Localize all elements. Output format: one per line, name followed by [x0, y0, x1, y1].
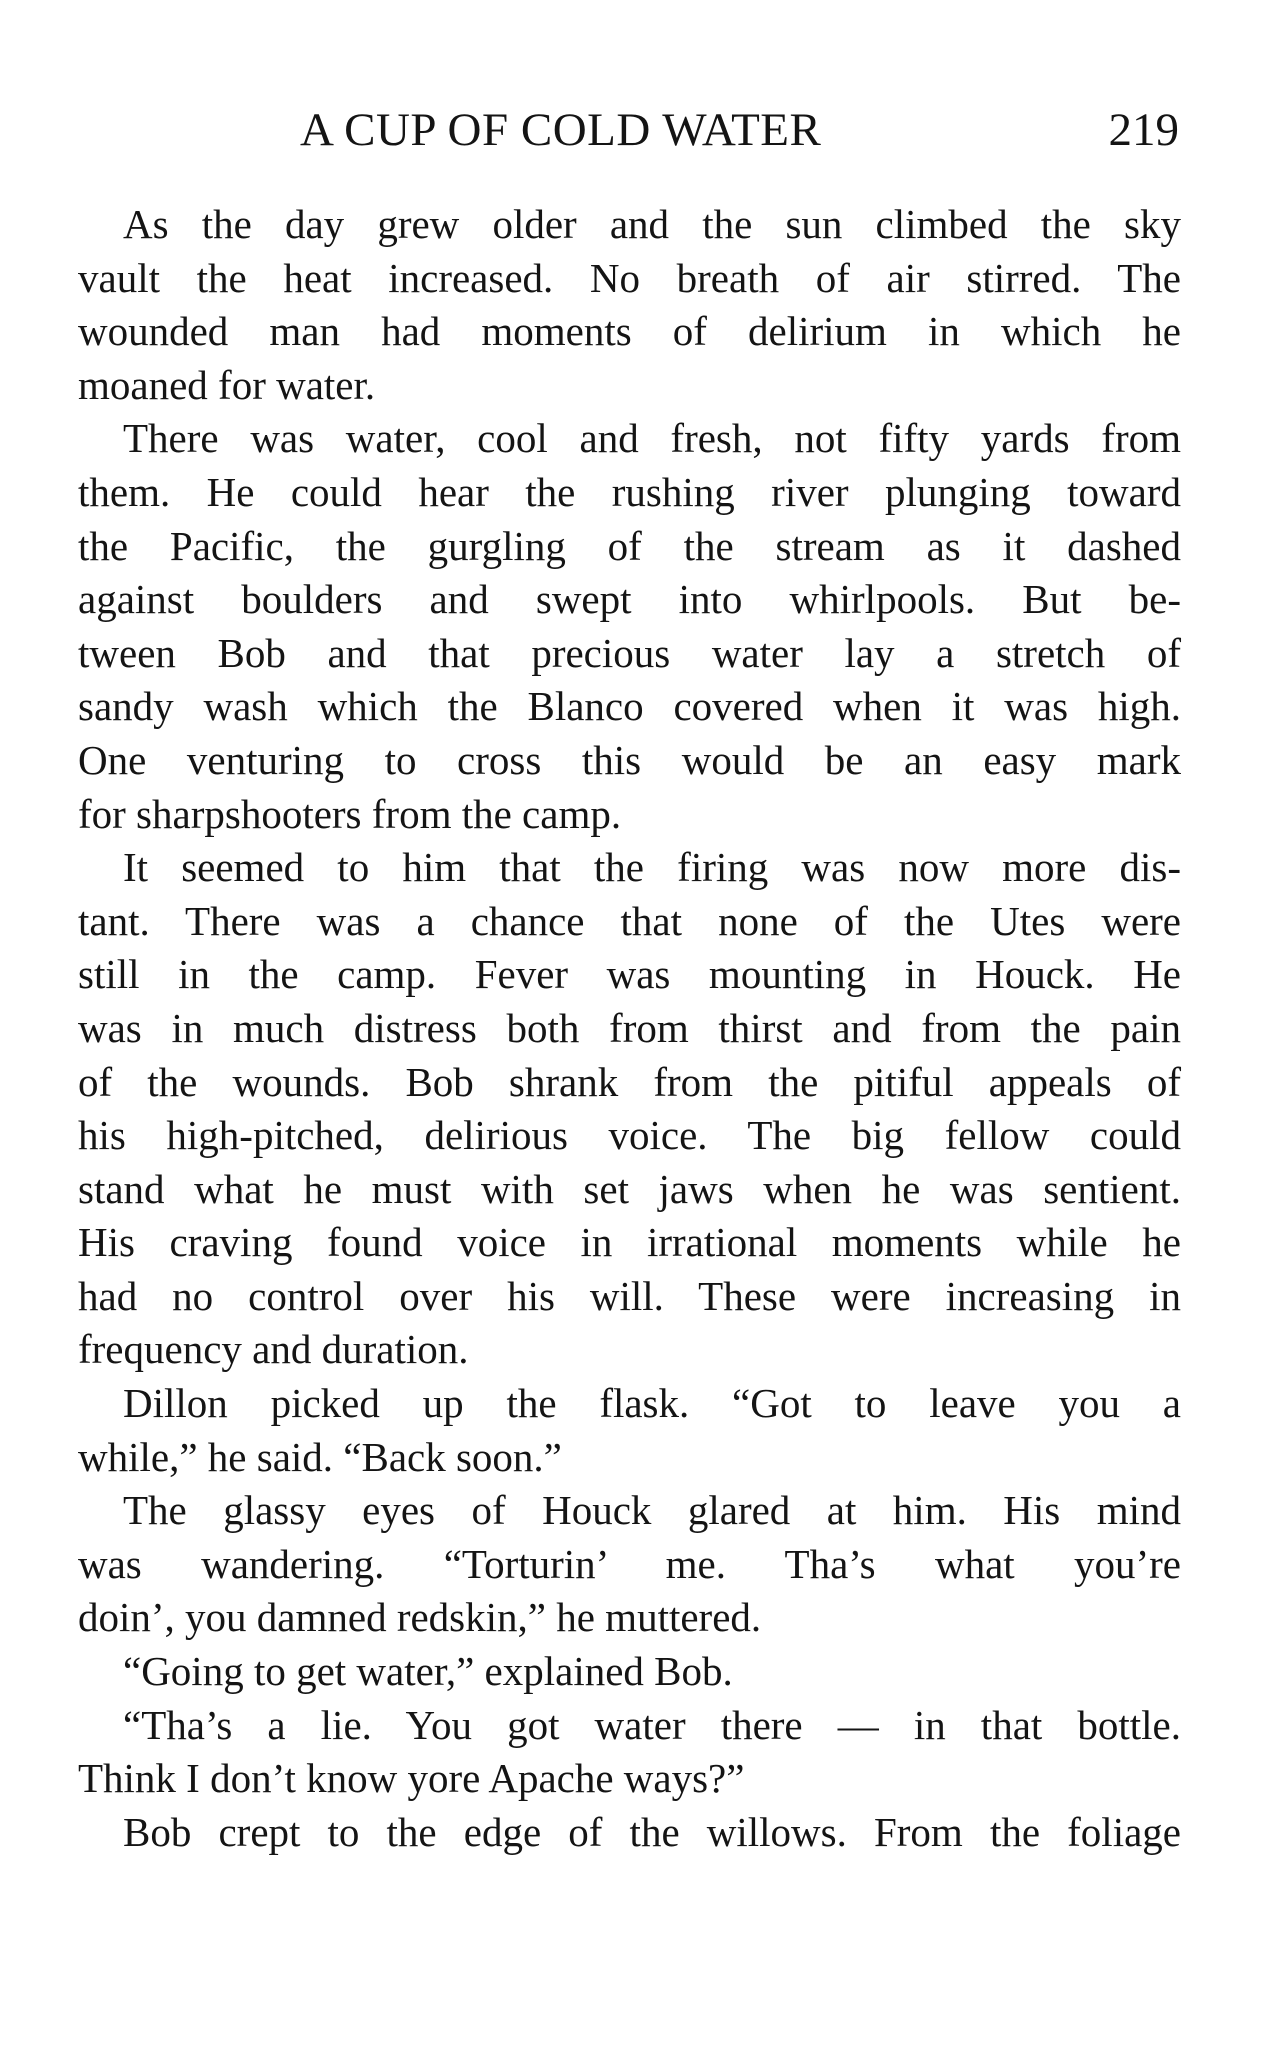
text-line: His craving found voice in irrational moments while he — [78, 1219, 1181, 1266]
text-line: moaned for water. — [78, 361, 376, 408]
text-line: Bob crept to the edge of the willows. From the foliage — [123, 1808, 1181, 1855]
page-number: 219 — [1108, 104, 1179, 156]
text-line: still in the camp. Fever was mounting in Houck. He — [78, 951, 1181, 998]
running-header — [0, 103, 1271, 163]
text-line: It seemed to him that the firing was now more dis- — [123, 844, 1181, 891]
text-line: had no control over his will. These were increasing in — [78, 1272, 1181, 1319]
text-line: “Tha’s a lie. You got water there — in that bottle. — [123, 1701, 1181, 1748]
text-line: tant. There was a chance that none of the Utes were — [78, 897, 1181, 944]
text-line: There was water, cool and fresh, not fifty yards from — [123, 415, 1181, 462]
text-line: the Pacific, the gurgling of the stream as it dashed — [78, 522, 1181, 569]
text-line: against boulders and swept into whirlpools. But be- — [78, 576, 1181, 623]
text-line: frequency and duration. — [78, 1326, 469, 1373]
text-line: stand what he must with set jaws when he was sentient. — [78, 1165, 1181, 1212]
text-line: of the wounds. Bob shrank from the pitiful appeals of — [78, 1058, 1181, 1105]
body-text — [78, 198, 1181, 1859]
text-line: vault the heat increased. No breath of air stirred. The — [78, 254, 1181, 301]
text-line: wounded man had moments of delirium in which he — [78, 308, 1181, 355]
text-line: his high-pitched, delirious voice. The big fellow could — [78, 1112, 1181, 1159]
text-line: Think I don’t know yore Apache ways?” — [78, 1755, 745, 1802]
text-line: tween Bob and that precious water lay a stretch of — [78, 629, 1181, 676]
text-line: One venturing to cross this would be an easy mark — [78, 736, 1181, 783]
text-line: Dillon picked up the flask. “Got to leave you a — [123, 1380, 1181, 1427]
text-line: doin’, you damned redskin,” he muttered. — [78, 1594, 762, 1641]
text-line: “Going to get water,” explained Bob. — [123, 1648, 733, 1695]
text-line: for sharpshooters from the camp. — [78, 790, 622, 837]
text-line: them. He could hear the rushing river plunging toward — [78, 468, 1181, 515]
text-line: while,” he said. “Back soon.” — [78, 1433, 562, 1480]
running-title: A CUP OF COLD WATER — [300, 104, 822, 156]
text-line: The glassy eyes of Houck glared at him. His mind — [123, 1487, 1181, 1534]
text-line: sandy wash which the Blanco covered when it was high. — [78, 683, 1181, 730]
text-line: As the day grew older and the sun climbed the sky — [123, 201, 1181, 247]
text-line: was wandering. “Torturin’ me. Tha’s what you’re — [78, 1540, 1181, 1587]
text-line: was in much distress both from thirst and from the pain — [78, 1004, 1181, 1051]
